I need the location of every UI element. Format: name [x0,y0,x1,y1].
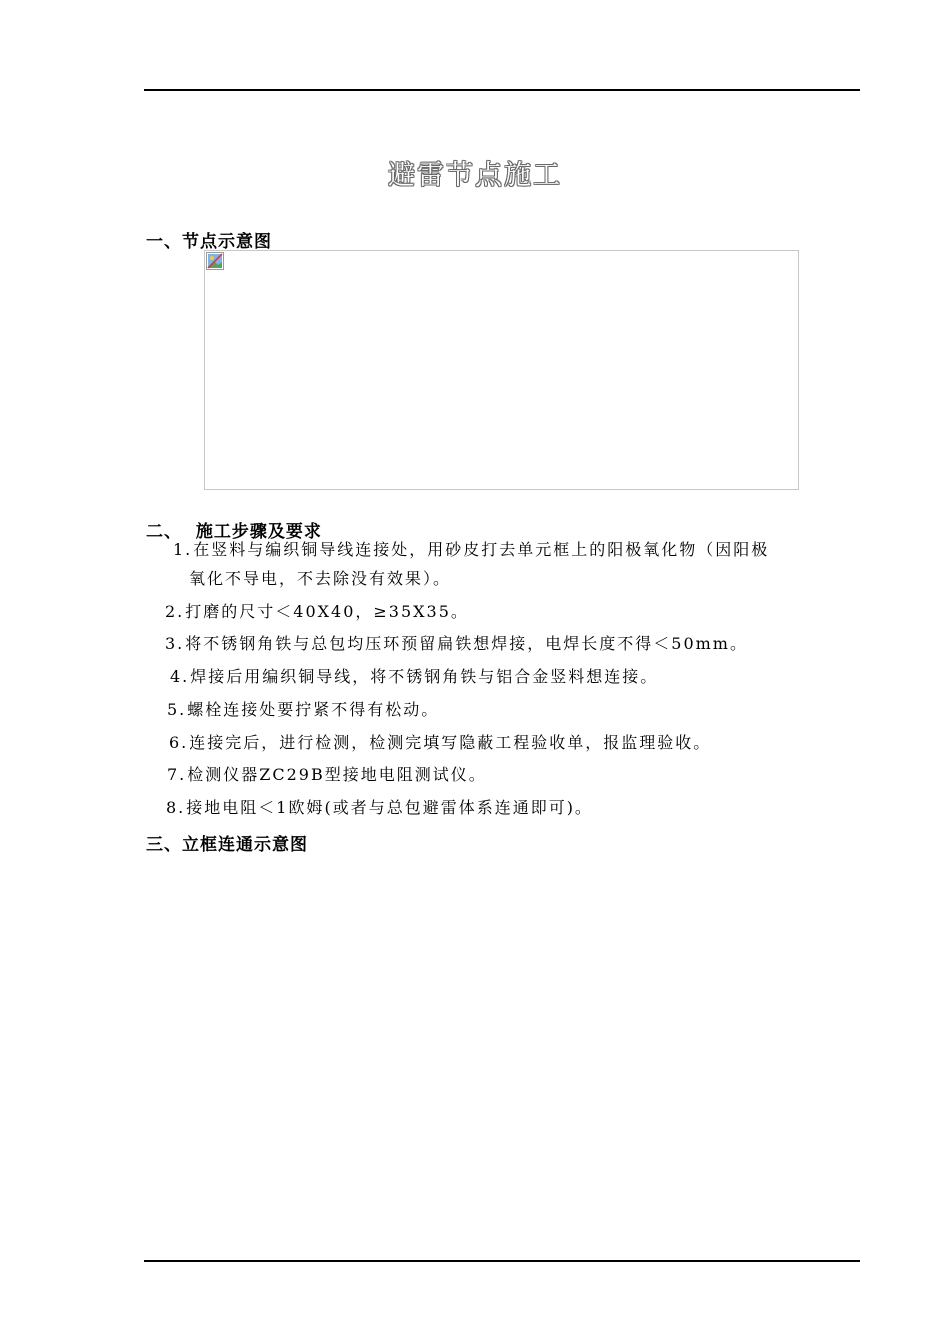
step-5 [167,700,439,720]
step-2 [165,602,469,622]
section-heading-steps: 二、 施工步骤及要求 [146,522,322,542]
step-1-continuation: 氧化不导电，不去除没有效果）。 [189,569,452,588]
step-7 [167,765,487,785]
broken-image-icon [206,252,224,270]
step-3 [165,634,748,654]
step-text: 在竖料与编织铜导线连接处，用砂皮打去单元框上的阳极氧化物（因阳极 [193,540,770,559]
step-text: 检测仪器ZC29B型接地电阻测试仪。 [187,765,487,784]
step-text: 将不锈钢角铁与总包均压环预留扁铁想焊接，电焊长度不得＜50mm。 [185,634,748,653]
step-4 [170,667,658,687]
step-6 [169,733,711,753]
step-1 [173,540,769,560]
step-number: 4. [170,667,190,686]
footer-rule [144,1260,860,1262]
step-number: 5. [167,700,187,719]
step-text: 焊接后用编织铜导线，将不锈钢角铁与铝合金竖料想连接。 [190,667,659,686]
document-title: 避雷节点施工 [388,160,562,191]
step-number: 7. [167,765,187,784]
step-number: 8. [166,798,186,817]
step-text: 打磨的尺寸＜40X40，≥35X35。 [185,602,469,621]
step-number: 1. [173,540,193,559]
step-8 [166,798,593,818]
step-number: 2. [165,602,185,621]
node-diagram-image [204,250,799,490]
section-heading-frame-connection: 三、立框连通示意图 [146,835,308,855]
step-number: 3. [165,634,185,653]
step-number: 6. [169,733,189,752]
step-text: 接地电阻＜1欧姆(或者与总包避雷体系连通即可)。 [186,798,593,817]
step-text: 连接完后，进行检测，检测完填写隐蔽工程验收单，报监理验收。 [189,733,712,752]
header-rule [144,89,860,91]
step-text: 螺栓连接处要拧紧不得有松动。 [187,700,440,719]
section-heading-node-diagram: 一、节点示意图 [146,232,272,252]
